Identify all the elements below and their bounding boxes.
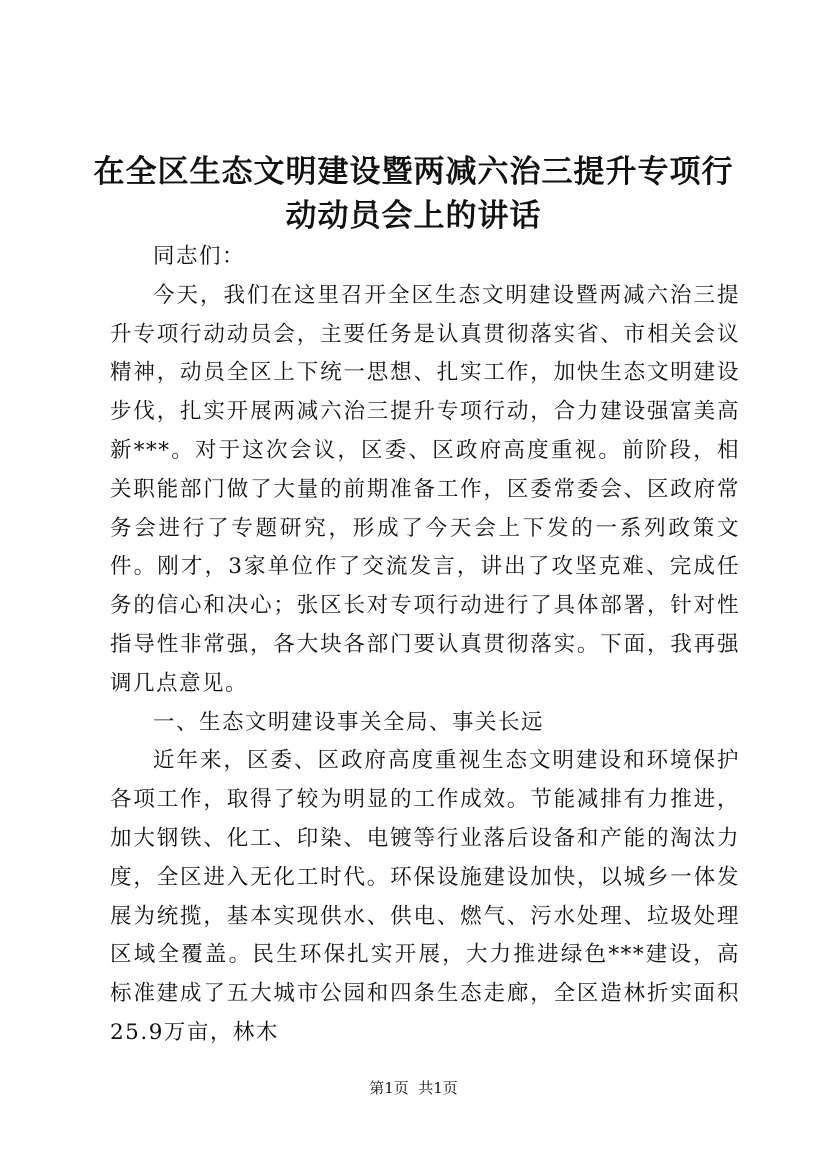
section-heading-1: 一、生态文明建设事关全局、事关长远 — [153, 709, 545, 735]
salutation: 同志们： — [153, 244, 246, 269]
title-line-1: 在全区生态文明建设暨两减六治三提升专项行 — [93, 154, 734, 190]
paragraph-section-1: 近年来，区委、区政府高度重视生态文明建设和环境保护各项工作，取得了较为明显的工作成效。节能减排有力推进，加大钢铁、化工、印染、电镀等行业落后设备和产能的淘汰力度，全区进入无化工时代。环保设施建设加快，以城乡一体发展为统揽，基本实现供水、供电、燃气、污水处理、垃圾处理区域全覆盖。民生环保扎实开展，大力推进绿色***建设，高标准建成了五大城市公园和四条生态走廊，全区造林折实面积25.9万亩，林木 — [110, 748, 740, 1045]
page-number: 第1页 共1页 — [369, 1079, 458, 1097]
page-footer — [0, 1078, 827, 1098]
title-line-2: 动动员会上的讲话 — [285, 198, 542, 234]
paragraph-intro: 今天，我们在这里召开全区生态文明建设暨两减六治三提升专项行动动员会，主要任务是认真贯彻落实省、市相关会议精神，动员全区上下统一思想、扎实工作，加快生态文明建设步伐，扎实开展两减六治三提升专项行动，合力建设强富美高新***。对于这次会议，区委、区政府高度重视。前阶段，相关职能部门做了大量的前期准备工作，区委常委会、区政府常务会进行了专题研究，形成了今天会上下发的一系列政策文件。刚才，3家单位作了交流发言，讲出了攻坚克难、完成任务的信心和决心；张区长对专项行动进行了具体部署，针对性指导性非常强，各大块各部门要认真贯彻落实。下面，我再强调几点意见。 — [110, 282, 740, 696]
document-body — [110, 238, 740, 1053]
document-title — [90, 150, 737, 238]
